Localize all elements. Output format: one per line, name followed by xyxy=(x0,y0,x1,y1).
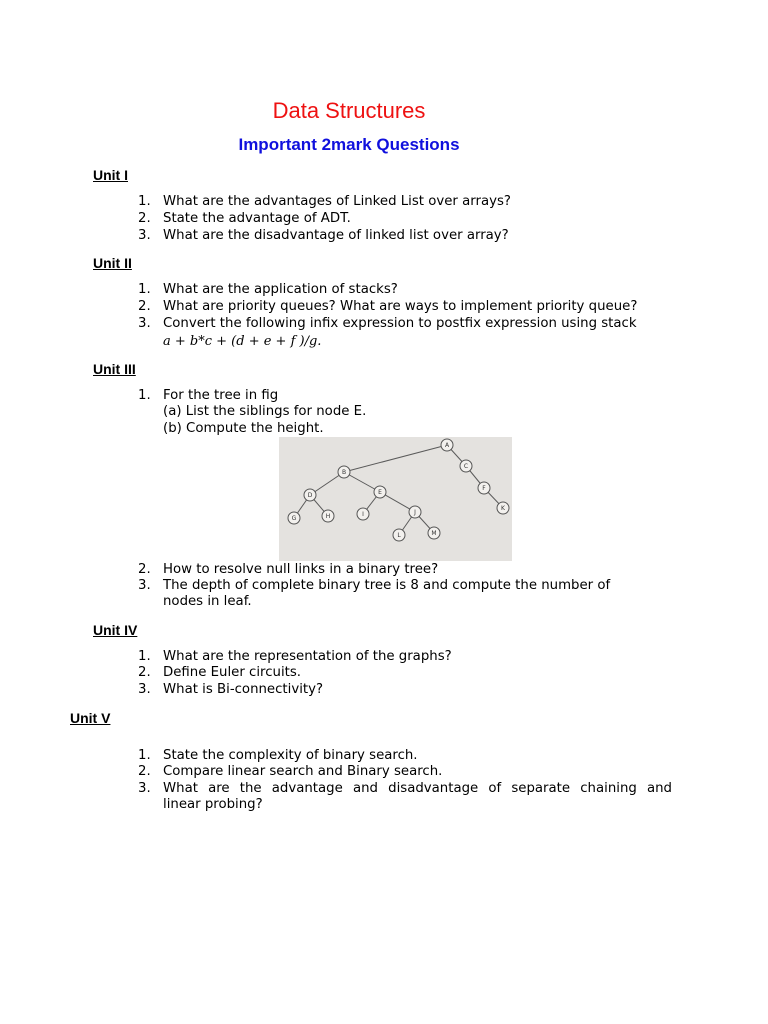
question-text: What is Bi-connectivity? xyxy=(163,682,324,697)
item-number: 2. xyxy=(138,665,151,680)
tree-label-j: J xyxy=(414,509,416,516)
tree-label-l: L xyxy=(397,532,401,539)
item-number: 3. xyxy=(138,682,151,697)
tree-label-k: K xyxy=(501,505,505,512)
infix-expression: a + b*c + (d + e + f )/g. xyxy=(163,334,322,349)
question-text: State the advantage of ADT. xyxy=(163,211,351,226)
tree-label-g: G xyxy=(291,515,297,522)
sub-item-height: (b) Compute the height. xyxy=(163,421,324,436)
item-number: 1. xyxy=(138,748,151,763)
unit-4-heading: Unit IV xyxy=(93,622,138,638)
question-text: What are the advantage and disadvantage of separate chaining and xyxy=(163,781,672,796)
item-number: 1. xyxy=(138,649,151,664)
question-text: What are priority queues? What are ways to implement priority queue? xyxy=(163,299,638,314)
question-text: Convert the following infix expression to postfix expression using stack xyxy=(163,316,637,331)
sub-item-siblings: (a) List the siblings for node E. xyxy=(163,404,367,419)
unit-2-heading: Unit II xyxy=(93,255,132,271)
item-number: 3. xyxy=(138,228,151,243)
question-text: How to resolve null links in a binary tree? xyxy=(163,562,439,577)
item-number: 3. xyxy=(138,781,151,796)
item-number: 1. xyxy=(138,388,151,403)
unit-5-heading: Unit V xyxy=(70,710,111,726)
tree-label-i: I xyxy=(362,511,364,518)
document-subtitle: Important 2mark Questions xyxy=(238,135,460,154)
question-text: For the tree in fig xyxy=(163,388,279,403)
question-text: Define Euler circuits. xyxy=(163,665,302,680)
item-number: 2. xyxy=(138,211,151,226)
tree-label-b: B xyxy=(341,469,347,476)
edge-a-b xyxy=(344,445,447,472)
tree-label-h: H xyxy=(325,513,331,520)
question-continuation: nodes in leaf. xyxy=(163,594,252,609)
question-text: What are the advantages of Linked List over arrays? xyxy=(163,194,511,209)
unit-3-heading: Unit III xyxy=(93,361,136,377)
document-title: Data Structures xyxy=(272,98,426,123)
item-number: 2. xyxy=(138,764,151,779)
item-number: 1. xyxy=(138,194,151,209)
tree-figure xyxy=(279,437,512,561)
tree-label-d: D xyxy=(307,492,313,499)
item-number: 3. xyxy=(138,316,151,331)
question-text: State the complexity of binary search. xyxy=(163,748,418,763)
tree-label-f: F xyxy=(482,485,486,492)
question-text: Compare linear search and Binary search. xyxy=(163,764,443,779)
question-text: What are the representation of the graphs? xyxy=(163,649,452,664)
item-number: 2. xyxy=(138,299,151,314)
tree-label-e: E xyxy=(378,489,382,496)
question-text: What are the disadvantage of linked list over array? xyxy=(163,228,509,243)
question-continuation: linear probing? xyxy=(163,797,263,812)
item-number: 1. xyxy=(138,282,151,297)
item-number: 3. xyxy=(138,578,151,593)
tree-label-c: C xyxy=(463,463,469,470)
question-text: The depth of complete binary tree is 8 and compute the number of xyxy=(163,578,611,593)
unit-1-heading: Unit I xyxy=(93,167,128,183)
question-text: What are the application of stacks? xyxy=(163,282,398,297)
item-number: 2. xyxy=(138,562,151,577)
tree-label-m: M xyxy=(431,530,437,537)
tree-label-a: A xyxy=(444,442,450,449)
